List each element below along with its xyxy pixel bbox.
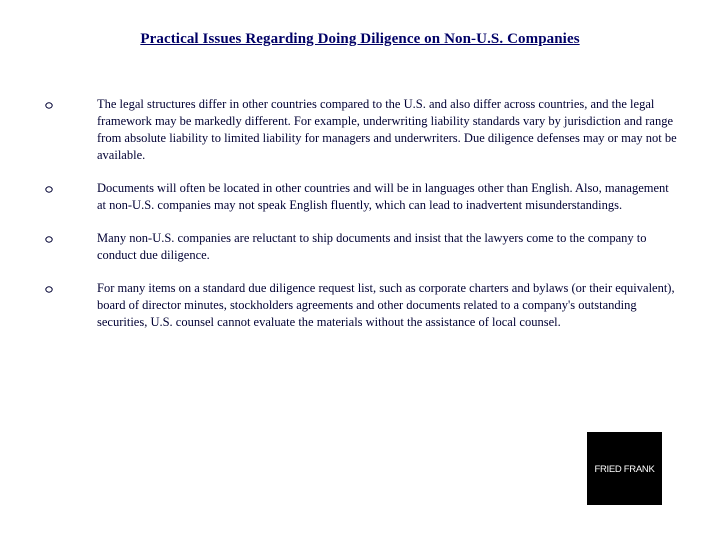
fried-frank-logo	[587, 432, 662, 505]
hollow-bullet-icon	[45, 186, 53, 193]
slide-title: Practical Issues Regarding Doing Diligence on Non-U.S. Companies	[140, 31, 580, 47]
bullet-text: The legal structures differ in other countries compared to the U.S. and also differ across countries, and the legal framework may be markedly different. For example, underwriting liability standards vary by jurisdiction and range from absolute liability to limited liability for managers and underwriters. Due diligence defenses may or may not be available.	[97, 97, 677, 162]
hollow-bullet-icon	[45, 286, 53, 293]
bullet-list	[40, 96, 680, 347]
bullet-text: For many items on a standard due diligence request list, such as corporate charters and bylaws (or their equivalent), board of director minutes, stockholders agreements and other documents related to a company's outstanding securities, U.S. counsel cannot evaluate the materials without the assistance of local counsel.	[97, 281, 675, 329]
bullet-item	[40, 96, 680, 164]
logo-wordmark	[587, 432, 662, 505]
bullet-item	[40, 230, 680, 264]
hollow-bullet-icon	[45, 236, 53, 243]
bullet-item	[40, 180, 680, 214]
bullet-text: Many non-U.S. companies are reluctant to ship documents and insist that the lawyers come to the company to conduct due diligence.	[97, 231, 647, 262]
hollow-bullet-icon	[45, 102, 53, 109]
svg-text:FRIED FRANK: FRIED FRANK	[594, 464, 655, 475]
bullet-text: Documents will often be located in other countries and will be in languages other than English. Also, management at non-U.S. companies may not speak English fluently, which can lead to inadvertent misunderstandings.	[97, 181, 669, 212]
bullet-item	[40, 280, 680, 331]
